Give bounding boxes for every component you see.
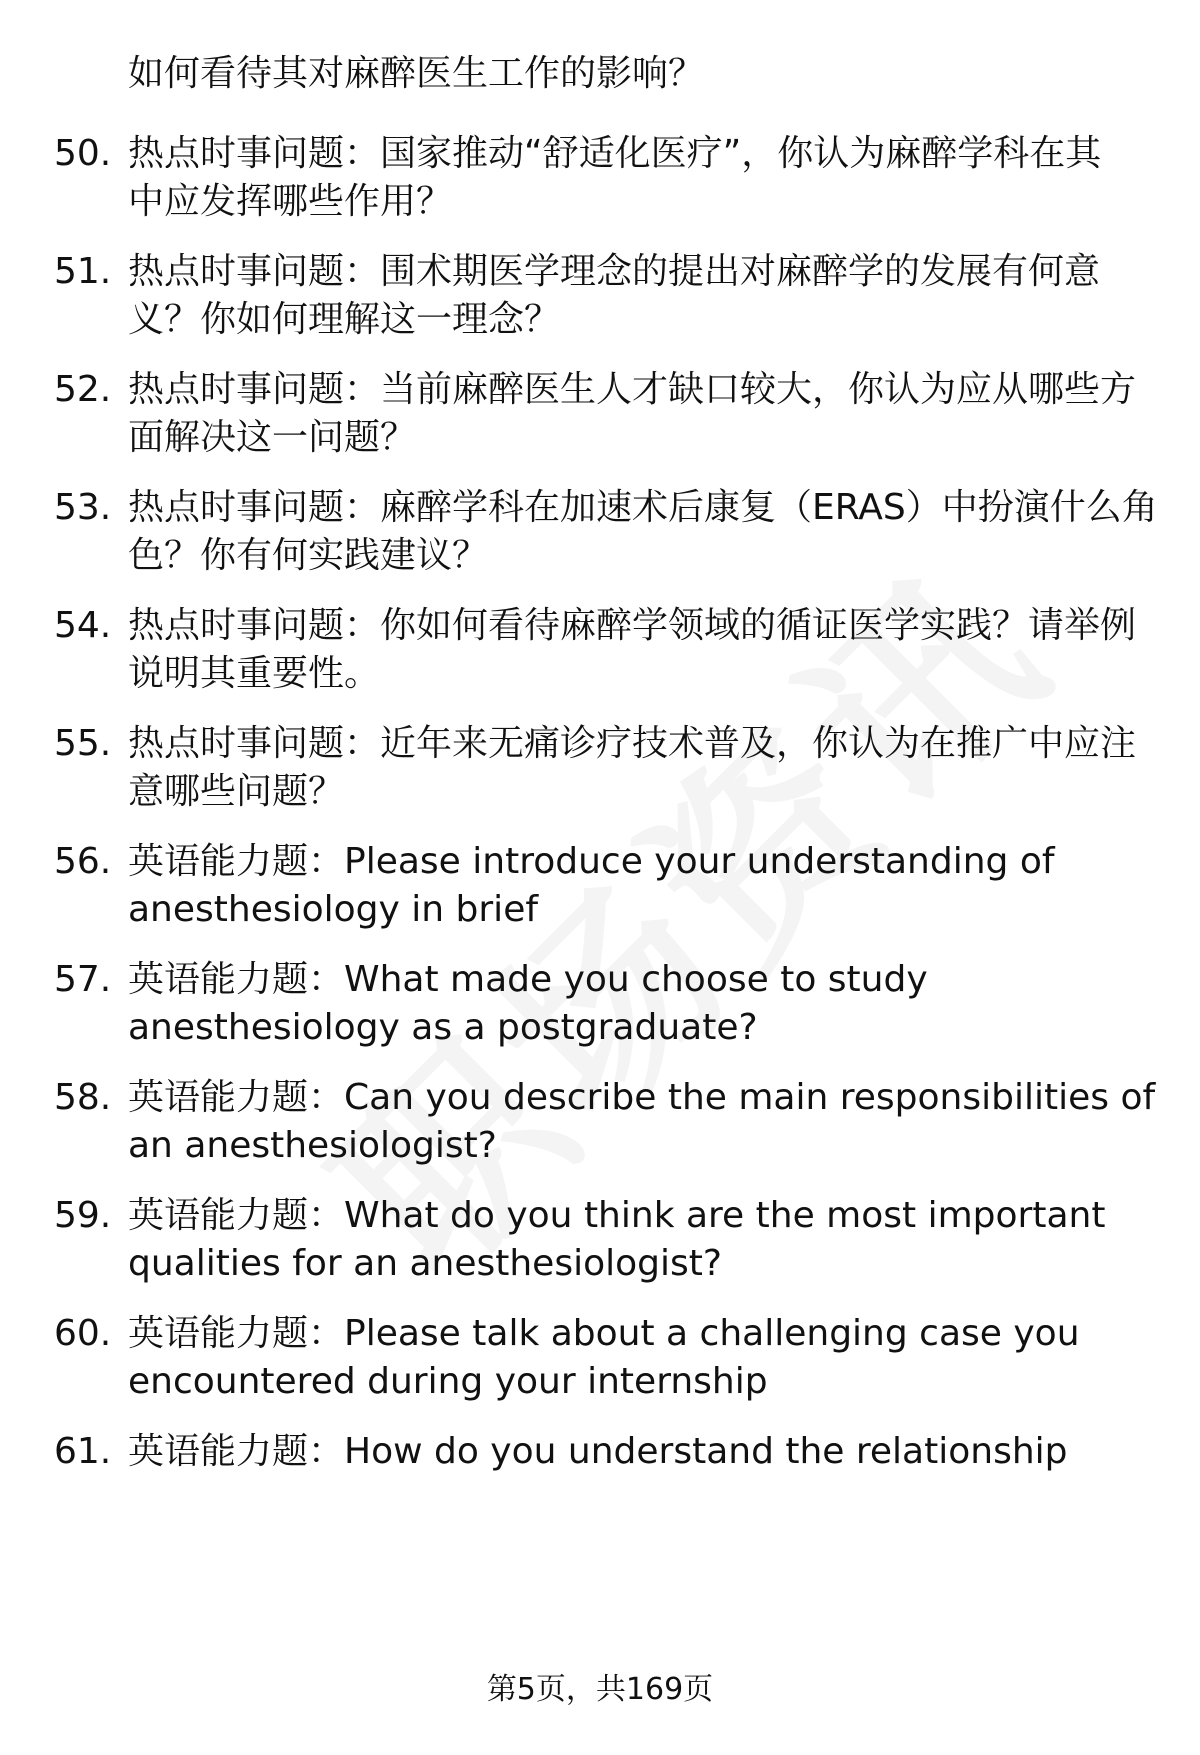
question-number: 59. [54,1195,112,1236]
page-number-footer: 第5页，共169页 [486,1672,714,1707]
question-number: 52. [54,369,112,410]
question-number: 50. [54,133,112,174]
question-number: 61. [54,1431,112,1472]
question-line: 义？你如何理解这一理念？ [128,299,561,340]
question-number: 60. [54,1313,112,1354]
question-line: 热点时事问题：国家推动“舒适化医疗”，你认为麻醉学科在其 [128,133,1102,174]
question-number: 55. [54,723,112,764]
question-number: 57. [54,959,112,1000]
question-line: 英语能力题：Please talk about a challenging case you [128,1313,1080,1354]
question-line: 意哪些问题？ [128,771,345,812]
continuation-line: 如何看待其对麻醉医生工作的影响？ [128,53,705,94]
question-line: 热点时事问题：你如何看待麻醉学领域的循证医学实践？请举例 [128,605,1137,646]
question-line: 英语能力题：What do you think are the most important [128,1195,1106,1236]
question-line: anesthesiology as a postgraduate? [128,1007,758,1048]
question-line: 热点时事问题：当前麻醉医生人才缺口较大，你认为应从哪些方 [128,369,1137,410]
question-line: 英语能力题：How do you understand the relationship [128,1431,1068,1472]
question-number: 56. [54,841,112,882]
question-line: 英语能力题：What made you choose to study [128,959,928,1000]
question-line: 英语能力题：Please introduce your understanding of [128,841,1055,882]
question-line: encountered during your internship [128,1361,768,1402]
question-line: qualities for an anesthesiologist? [128,1243,722,1284]
question-number: 53. [54,487,112,528]
question-number: 51. [54,251,112,292]
question-line: 中应发挥哪些作用？ [128,181,453,222]
question-line: 英语能力题：Can you describe the main responsibilities of [128,1077,1156,1118]
question-line: an anesthesiologist? [128,1125,497,1166]
question-line: 说明其重要性。 [128,653,381,694]
question-line: 面解决这一问题？ [128,417,417,458]
question-line: anesthesiology in brief [128,889,539,930]
question-line: 热点时事问题：麻醉学科在加速术后康复（ERAS）中扮演什么角 [128,487,1158,528]
question-line: 色？你有何实践建议？ [128,535,489,576]
question-line: 热点时事问题：近年来无痛诊疗技术普及，你认为在推广中应注 [128,723,1137,764]
question-number: 54. [54,605,112,646]
question-line: 热点时事问题：围术期医学理念的提出对麻醉学的发展有何意 [128,251,1101,292]
question-number: 58. [54,1077,112,1118]
